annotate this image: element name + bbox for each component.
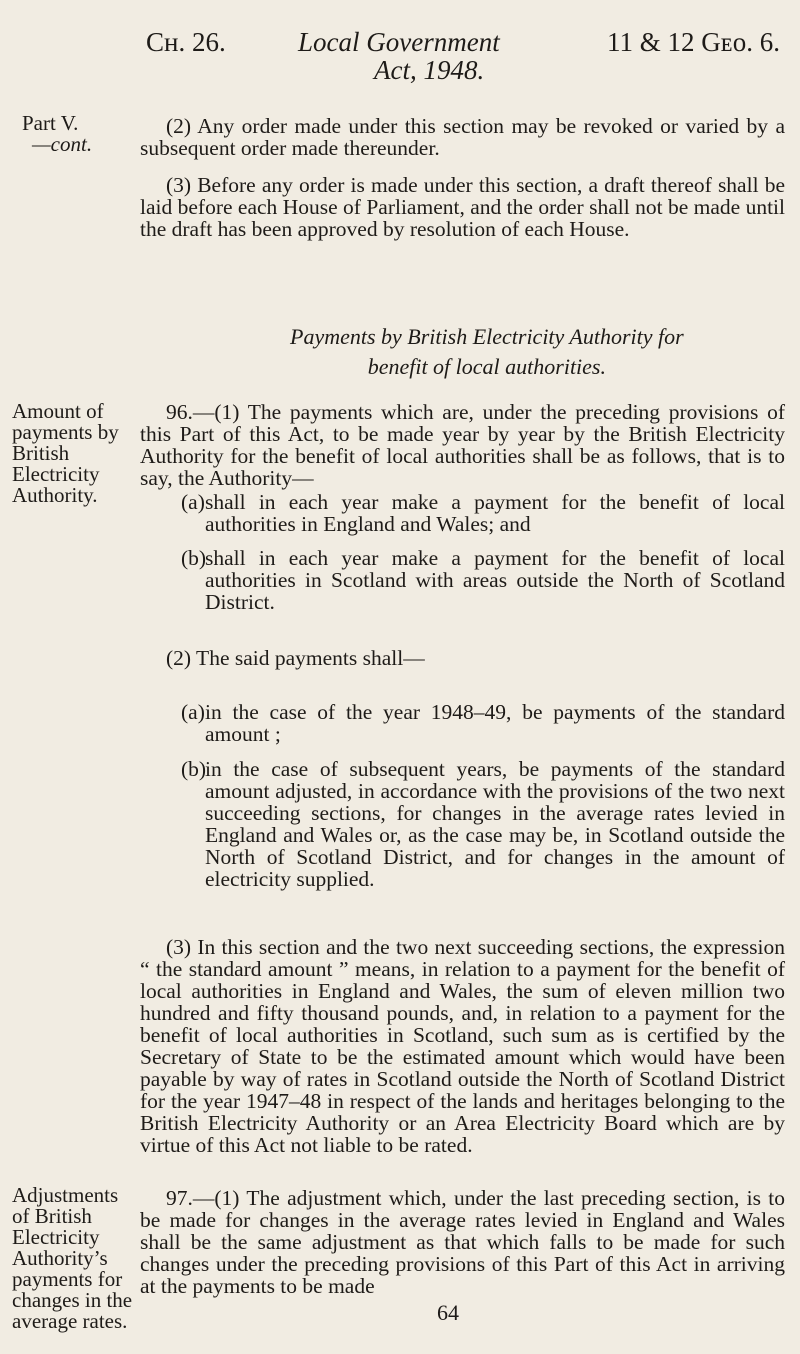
margin-note-line: Electricity xyxy=(12,1225,100,1249)
section-96-3: (3) In this section and the two next succeeding sections, the expression “ the standard amount ” means, in relation to a payment for the benefit of local authorities in England and Wales, the sum of eleven million two hundred and fifty thousand pounds, and, in relation to a payment for the benefit of local authorities in Scotland, such sum as is certified by the Secretary of State to be the estimated amount which would have been payable by way of rates in Scotland outside the North of Scotland District for the year 1947–48 in respect of the lands and heritages belonging to the British Electricity Authority or an Area Electricity Board which are by virtue of this Act not liable to be rated. xyxy=(140,935,785,1157)
item-96-1a xyxy=(181,490,785,536)
margin-note-line: payments by xyxy=(12,420,119,444)
margin-note-line: Amount of xyxy=(12,399,104,423)
section-heading-line: Payments by British Electricity Authority for xyxy=(290,324,684,349)
margin-note-part xyxy=(12,113,142,155)
margin-note-adjustments xyxy=(12,1185,142,1332)
item-label: (b) xyxy=(181,757,207,781)
act-title: Local Government xyxy=(298,27,500,57)
section-96-1: 96.—(1) The payments which are, under the preceding provisions of this Part of this Act, to be made year by year by the British Electricity Authority for the benefit of local authorities shall be as follows, that is to say, the Authority— xyxy=(140,400,785,490)
margin-note-line: Authority. xyxy=(12,483,98,507)
subsection-3: (3) Before any order is made under this section, a draft thereof shall be laid before each House of Parliament, and the order shall not be made until the draft has been approved by resolution of each House. xyxy=(140,173,785,241)
section-96-2: (2) The said payments shall— xyxy=(166,646,425,670)
margin-note-amount xyxy=(12,401,142,506)
subsection-2: (2) Any order made under this section may be revoked or varied by a subsequent order made thereunder. xyxy=(140,114,785,160)
item-label: (b) xyxy=(181,546,207,570)
item-96-1b xyxy=(181,546,785,614)
margin-note-line: Electricity xyxy=(12,462,100,486)
margin-note-line: Authority’s xyxy=(12,1246,108,1270)
margin-note-line: Part V. xyxy=(22,111,79,135)
margin-note-line: Adjustments xyxy=(12,1183,119,1207)
section-heading-line: benefit of local authorities. xyxy=(367,354,606,379)
item-label: (a) xyxy=(181,700,205,724)
item-label: (a) xyxy=(181,490,205,514)
item-text: in the case of subsequent years, be payments of the standard amount adjusted, in accordance with the provisions of the two next succeeding sections, for changes in the average rates levied in England and Wales or, as the case may be, in Scotland outside the North of Scotland District, and for changes in the amount of electricity supplied. xyxy=(205,757,785,891)
item-text: in the case of the year 1948–49, be payments of the standard amount ; xyxy=(205,700,785,746)
page-number: 64 xyxy=(437,1300,459,1325)
item-text: shall in each year make a payment for the benefit of local authorities in England and Wales; and xyxy=(205,490,785,536)
act-title-continued: Act, 1948. xyxy=(374,55,485,85)
margin-note-line: payments for xyxy=(12,1267,123,1291)
margin-note-line: British xyxy=(12,441,70,465)
section-heading xyxy=(290,322,684,382)
section-97-1: 97.—(1) The adjustment which, under the last preceding section, is to be made for changes in the average rates levied in England and Wales shall be the same adjustment as that which falls to be made for such changes under the preceding provisions of this Part of this Act in arriving at the payments to be made xyxy=(140,1186,785,1298)
item-text: shall in each year make a payment for the benefit of local authorities in Scotland with areas outside the North of Scotland District. xyxy=(205,546,785,614)
chapter-number: Cʜ. 26. xyxy=(146,27,226,57)
item-96-2a xyxy=(181,700,785,746)
running-header xyxy=(140,28,780,98)
margin-note-line: average rates. xyxy=(12,1309,128,1333)
margin-note-line: —cont. xyxy=(32,132,93,156)
margin-note-line: changes in the xyxy=(12,1288,133,1312)
margin-note-line: of British xyxy=(12,1204,92,1228)
regnal-year: 11 & 12 Gᴇᴏ. 6. xyxy=(607,27,780,57)
item-96-2b xyxy=(181,757,785,891)
